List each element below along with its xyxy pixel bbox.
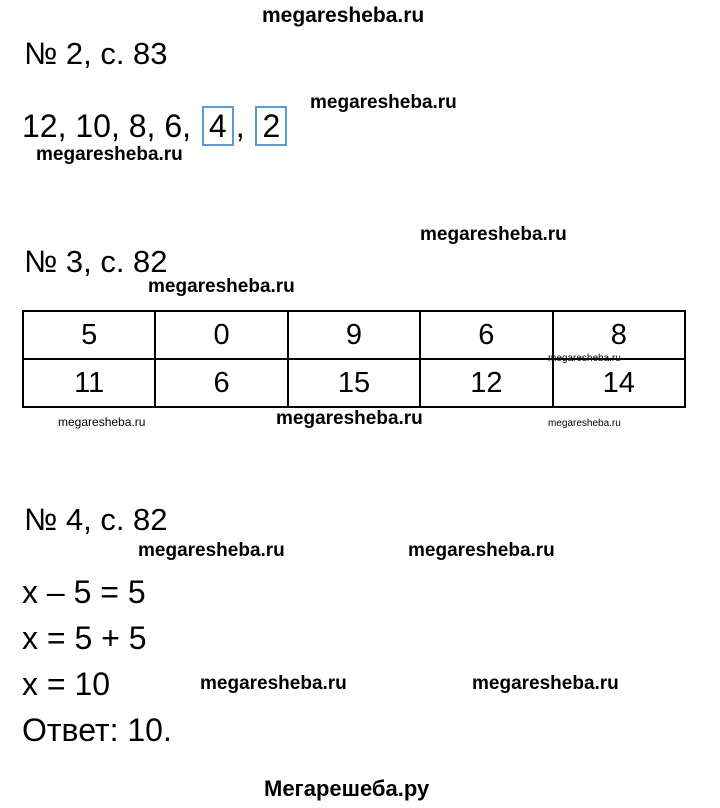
table-cell: 6: [155, 359, 287, 407]
watermark-top: megaresheba.ru: [262, 4, 425, 27]
equation-line: x – 5 = 5: [22, 574, 146, 610]
answer-line: Ответ: 10.: [22, 712, 172, 748]
watermark: megaresheba.ru: [58, 415, 146, 429]
table-cell: 14: [553, 359, 685, 407]
sequence-separator: ,: [235, 108, 245, 144]
table-cell: 0: [155, 311, 287, 359]
watermark: megaresheba.ru: [548, 353, 621, 364]
watermark: megaresheba.ru: [148, 276, 295, 297]
sequence-numbers: 12, 10, 8, 6,: [22, 108, 192, 144]
task4-heading: № 4, с. 82: [24, 502, 168, 537]
watermark: megaresheba.ru: [36, 144, 183, 165]
task2-sequence: [22, 106, 289, 146]
table-cell: 9: [288, 311, 420, 359]
table-row: [23, 359, 685, 407]
watermark: megaresheba.ru: [420, 224, 567, 245]
watermark: megaresheba.ru: [408, 540, 555, 561]
equation-line: x = 10: [22, 666, 111, 702]
task3-heading: № 3, с. 82: [24, 244, 168, 279]
footer-site-name: Мегарешеба.ру: [264, 776, 430, 801]
equation-line: x = 5 + 5: [22, 620, 147, 656]
table-cell: 6: [420, 311, 552, 359]
table-cell: 5: [23, 311, 155, 359]
answer-box-1: 4: [202, 106, 234, 146]
watermark: megaresheba.ru: [548, 418, 621, 429]
table-cell: 15: [288, 359, 420, 407]
watermark: megaresheba.ru: [310, 92, 457, 113]
watermark: megaresheba.ru: [472, 673, 619, 694]
table-cell: 12: [420, 359, 552, 407]
table-cell: 11: [23, 359, 155, 407]
watermark: megaresheba.ru: [200, 673, 347, 694]
table-cell: 8: [553, 311, 685, 359]
watermark: megaresheba.ru: [138, 540, 285, 561]
answer-box-2: 2: [255, 106, 287, 146]
watermark: megaresheba.ru: [276, 408, 423, 429]
task2-heading: № 2, с. 83: [24, 36, 168, 71]
table-row: [23, 311, 685, 359]
